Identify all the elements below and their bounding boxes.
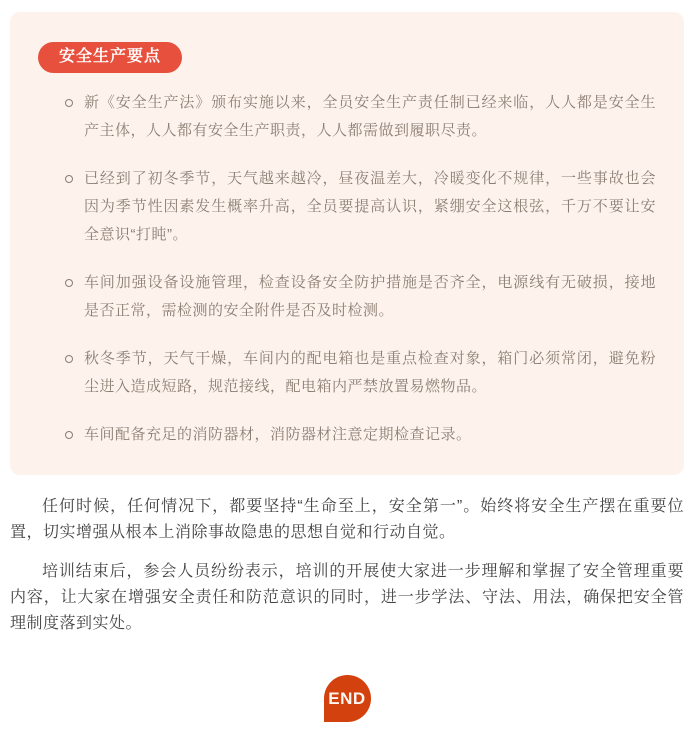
list-item [62,89,656,145]
section-title-badge [38,42,182,73]
key-points-list [38,89,656,449]
list-item [62,269,656,325]
bullet-text: 秋冬季节，天气干燥，车间内的配电箱也是重点检查对象，箱门必须常闭，避免粉尘进入造成短路，规范接线，配电箱内严禁放置易燃物品。 [84,350,656,395]
end-badge: END [324,675,371,722]
list-item [62,165,656,249]
list-item [62,421,656,449]
bullet-marker-icon [65,99,73,107]
closing-paragraph: 任何时候，任何情况下，都要坚持“生命至上，安全第一”。始终将安全生产摆在重要位置，切实增强从根本上消除事故隐患的思想自觉和行动自觉。 [10,498,684,541]
bullet-text: 车间配备充足的消防器材，消防器材注意定期检查记录。 [84,426,472,443]
safety-key-points-panel [10,12,684,475]
closing-paragraph: 培训结束后，参会人员纷纷表示，培训的开展使大家进一步理解和掌握了安全管理重要内容，让大家在增强安全责任和防范意识的同时，进一步学法、守法、用法，确保把安全管理制度落到实处。 [10,563,684,632]
bullet-marker-icon [65,355,73,363]
bullet-text: 车间加强设备设施管理，检查设备安全防护措施是否齐全，电源线有无破损，接地是否正常，需检测的安全附件是否及时检测。 [84,274,656,319]
bullet-text: 已经到了初冬季节，天气越来越冷，昼夜温差大，冷暖变化不规律，一些事故也会因为季节性因素发生概率升高，全员要提高认识，紧绷安全这根弦，千万不要让安全意识“打盹”。 [84,170,656,243]
bullet-marker-icon [65,431,73,439]
bullet-text: 新《安全生产法》颁布实施以来，全员安全生产责任制已经来临，人人都是安全生产主体，人人都有安全生产职责，人人都需做到履职尽责。 [84,94,656,139]
section-title-label: 安全生产要点 [59,48,162,65]
bullet-marker-icon [65,175,73,183]
end-badge-row [0,675,694,722]
closing-paragraphs [10,494,684,650]
bullet-marker-icon [65,279,73,287]
list-item [62,345,656,401]
